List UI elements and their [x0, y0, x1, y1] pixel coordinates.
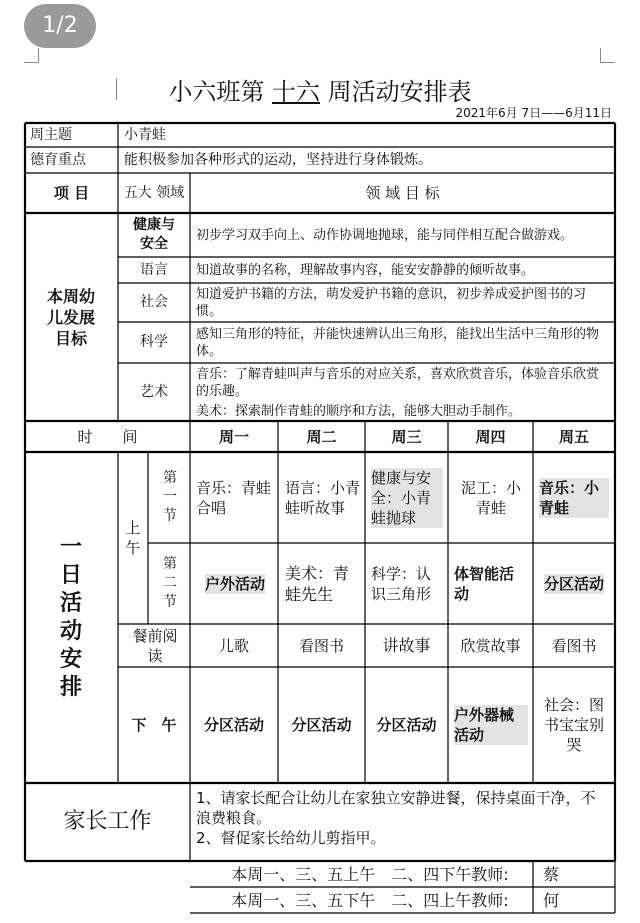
- schedule-cell: 看图书: [298, 636, 344, 655]
- goal-domain: 社会: [140, 294, 168, 310]
- schedule-cell: 分区活动: [376, 716, 437, 734]
- goal-domain: 语言: [140, 261, 168, 278]
- page-corner-marker: [600, 48, 615, 63]
- schedule-cell: 音乐：小青蛙: [539, 452, 609, 543]
- schedule-cell: 欣赏故事: [460, 636, 521, 655]
- schedule-cell: 看图书: [551, 636, 597, 655]
- goal-text: 音乐：了解青蛙叫声与音乐的对应关系，喜欢欣赏音乐，体验音乐欣赏的乐趣。: [196, 367, 600, 399]
- day-header: 周二: [306, 427, 337, 446]
- period1-label: 第一节: [163, 470, 177, 524]
- schedule-cell: 健康与安全：小青蛙抛球: [371, 452, 443, 543]
- morning-label: 上午: [125, 519, 141, 557]
- date-range: 2021年6月 7日——6月11日: [455, 106, 612, 120]
- goal-domain: 健康与安全: [133, 217, 175, 252]
- page-title: 小六班第 十六 周活动安排表: [168, 78, 472, 106]
- schedule-cell: 分区活动: [291, 716, 352, 734]
- time-label: 时 间: [77, 427, 138, 446]
- goal-domain: 科学: [140, 334, 168, 350]
- page-corner-marker: [24, 48, 39, 63]
- schedule-cell: 户外器械活动: [454, 667, 528, 783]
- goal-text-2: 美术：探索制作青蛙的顺序和方法，能够大胆动手制作。: [196, 404, 522, 419]
- schedule-cell: 科学：认识三角形: [371, 564, 432, 603]
- schedule-cell: 音乐：青蛙合唱: [196, 478, 272, 517]
- theme-label: 周主题: [30, 126, 72, 143]
- schedule-cell: 体智能活动: [454, 564, 515, 603]
- parent-content: [196, 788, 610, 858]
- teacher-name: 蔡: [542, 864, 559, 884]
- schedule-cell: 讲故事: [382, 636, 431, 655]
- header-goals: 领 域 目 标: [365, 184, 440, 202]
- goal-text: 感知三角形的特征，并能快速辨认出三角形，能找出生活中三角形的物体。: [196, 326, 600, 359]
- moral-value: 能积极参加各种形式的运动，坚持进行身体锻炼。: [124, 151, 432, 168]
- parent-item: 2、督促家长给幼儿剪指甲。: [196, 829, 386, 847]
- day-header: 周五: [558, 427, 589, 446]
- teacher-schedule: 本周一、三、五上午 二、四下午教师:: [231, 864, 509, 884]
- day-header: 周四: [475, 427, 506, 446]
- header-domains: 五大 领域: [123, 184, 185, 201]
- period2-label: 第二节: [163, 556, 177, 610]
- goal-text: 知道爱护书籍的方法，萌发爱护书籍的意识，初步养成爱护图书的习惯。: [196, 286, 587, 319]
- moral-label: 德育重点: [30, 151, 86, 168]
- parent-label: 家长工作: [63, 809, 152, 834]
- header-item: 项 目: [53, 184, 90, 202]
- schedule-cell: 户外活动: [204, 574, 265, 593]
- goal-domain: 艺术: [140, 383, 168, 400]
- teacher-name: 何: [542, 890, 559, 910]
- parent-item: 1、请家长配合让幼儿在家独立安静进餐，保持桌面干净，不浪费粮食。: [196, 789, 596, 827]
- schedule-cell: 分区活动: [543, 574, 604, 593]
- daily-label: 一日活动安排: [59, 534, 82, 700]
- teacher-schedule: 本周一、三、五下午 二、四上午教师:: [231, 890, 509, 910]
- schedule-cell: 美术：青蛙先生: [285, 563, 350, 604]
- day-header: 周三: [391, 427, 422, 446]
- schedule-cell: 语言：小青蛙听故事: [285, 478, 361, 517]
- page-indicator[interactable]: 1/2: [24, 4, 96, 48]
- theme-value: 小青蛙: [124, 126, 166, 143]
- day-header: 周一: [218, 427, 249, 446]
- schedule-cell: 泥工：小青蛙: [460, 478, 521, 517]
- premeal-label: 餐前阅读: [132, 626, 178, 665]
- goal-text: 初步学习双手向上、动作协调地抛球，能与同伴相互配合做游戏。: [196, 227, 574, 243]
- afternoon-label: 下 午: [131, 716, 177, 734]
- goal-section-label: 本周幼儿发展目标: [46, 286, 95, 348]
- schedule-cell: 分区活动: [203, 716, 264, 734]
- schedule-cell: 儿歌: [218, 636, 249, 655]
- schedule-cell: 社会：图书宝宝别哭: [543, 696, 604, 754]
- goal-text: 知道故事的名称，理解故事内容，能安安静静的倾听故事。: [196, 262, 535, 278]
